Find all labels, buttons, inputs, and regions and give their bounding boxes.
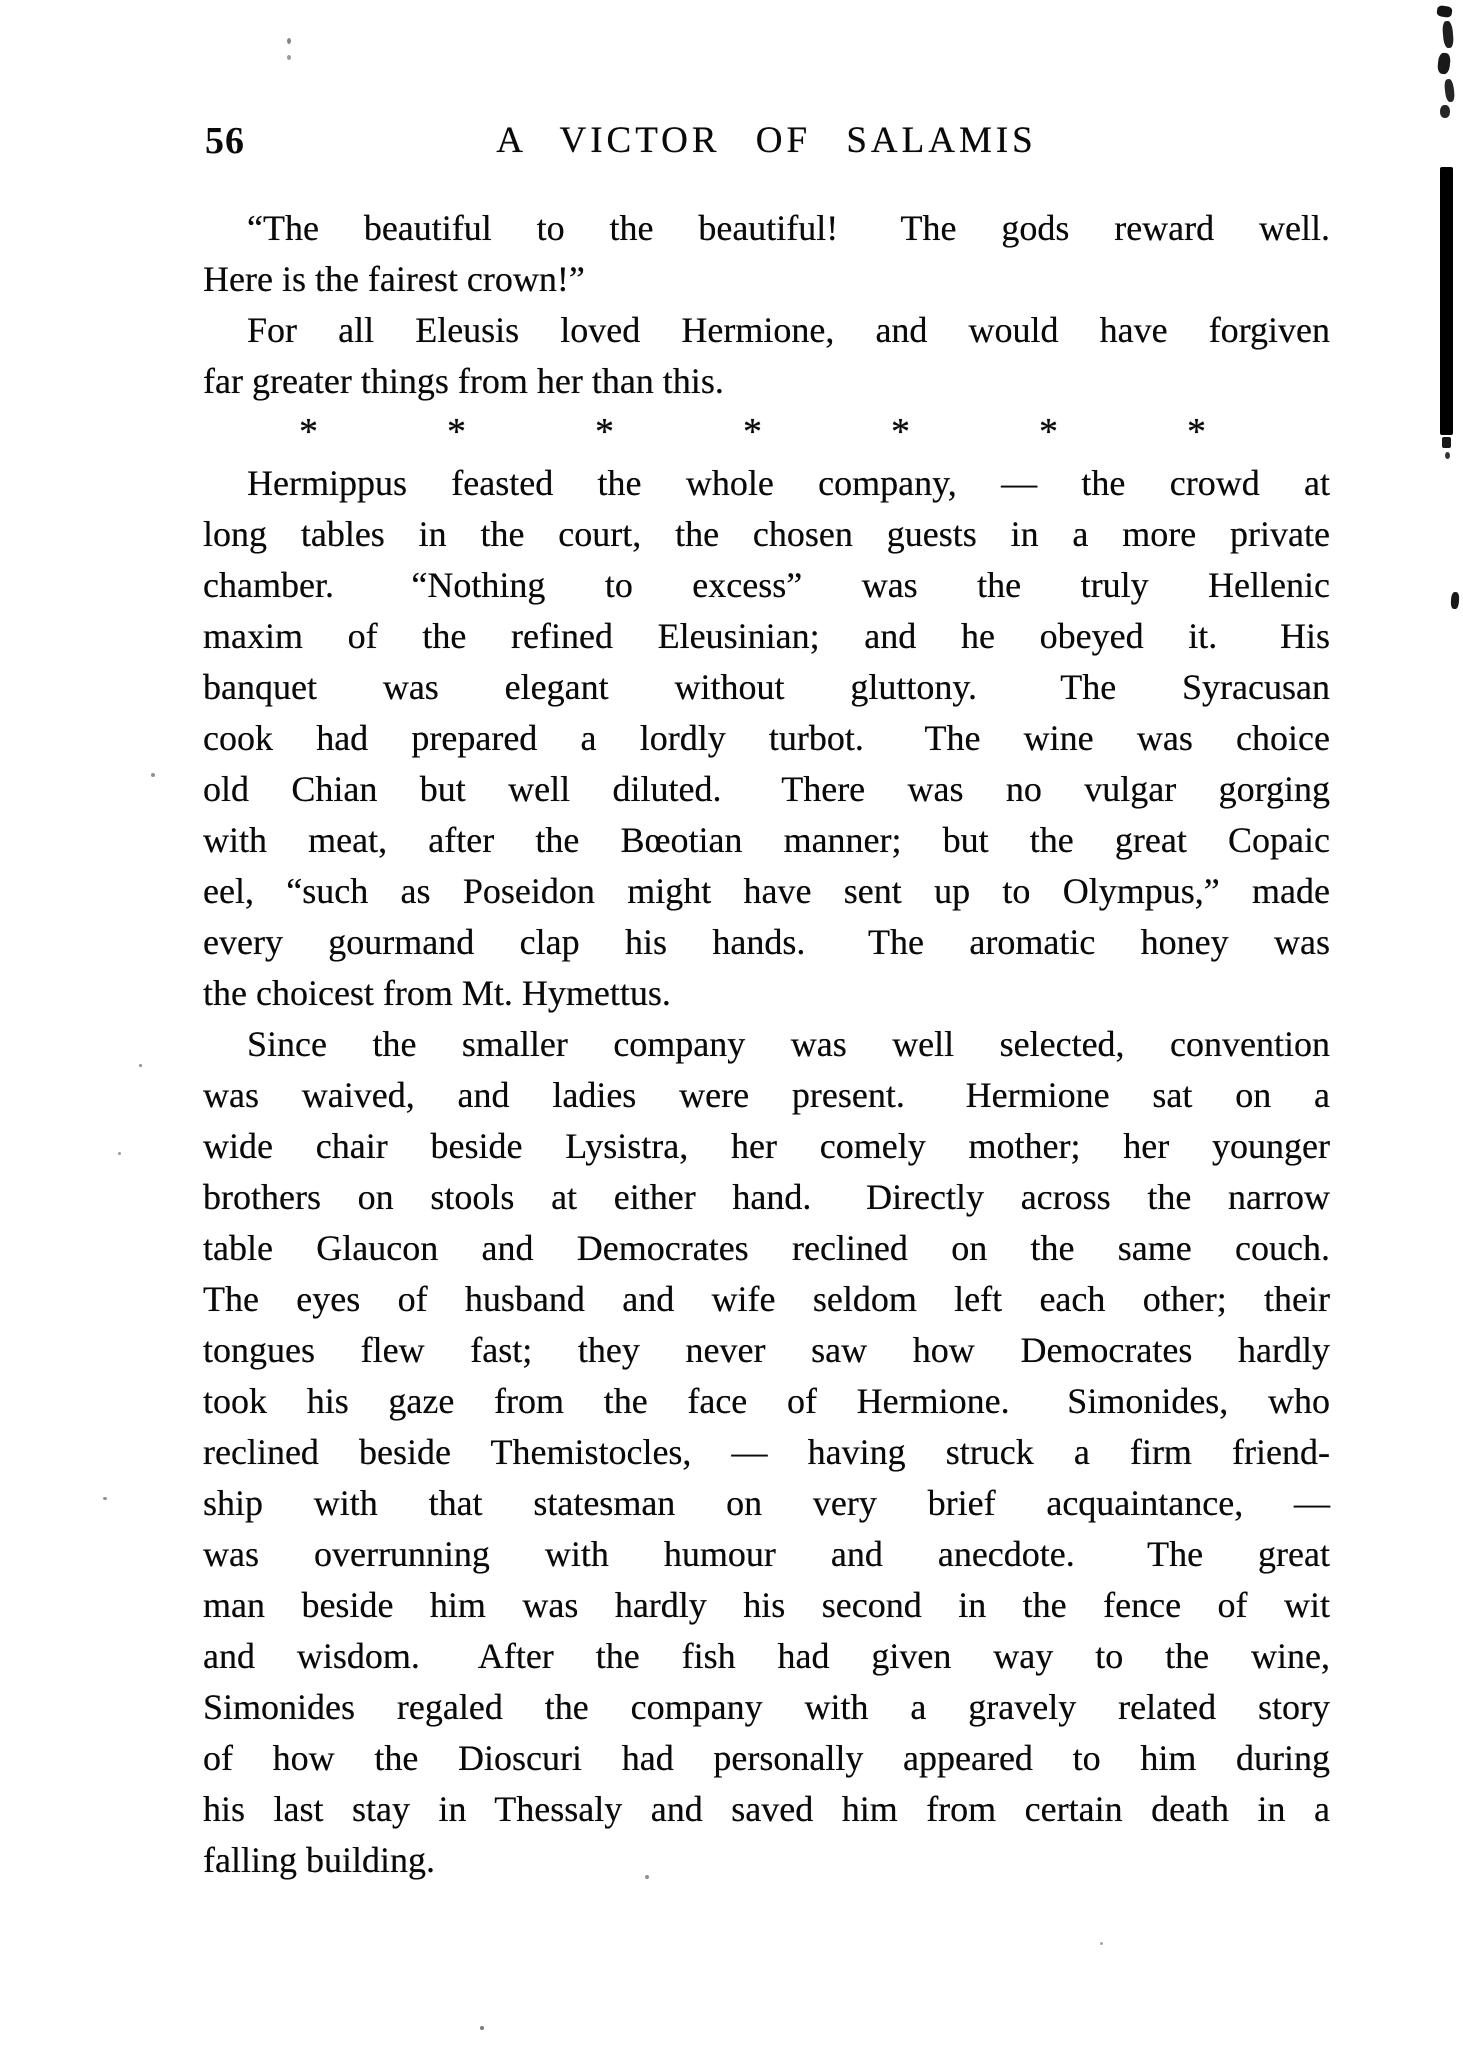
scan-artifact [1442, 21, 1454, 49]
text-line: Here is the fairest crown!” [203, 259, 585, 299]
text-line: cook had prepared a lordly turbot. The wine was choice [203, 718, 1330, 758]
asterisk: * [299, 411, 318, 453]
text-line: wide chair beside Lysistra, her comely mother; her younger [203, 1126, 1330, 1166]
text-line: falling building. [203, 1840, 435, 1880]
text-line: tongues flew fast; they never saw how Democrates hardly [203, 1330, 1330, 1370]
scan-artifact [1450, 592, 1459, 610]
running-title: A VICTOR OF SALAMIS [496, 120, 1037, 161]
page-text [203, 203, 1330, 1886]
scan-speck [480, 2026, 484, 2030]
asterisk-separator [203, 407, 1330, 458]
scan-speck [287, 38, 291, 44]
scan-speck [118, 1152, 121, 1155]
text-line: eel, “such as Poseidon might have sent up to Olympus,” made [203, 871, 1330, 911]
text-line: maxim of the refined Eleusinian; and he obeyed it. His [203, 616, 1330, 656]
text-line: Since the smaller company was well selected, convention [247, 1024, 1330, 1064]
text-line: Hermippus feasted the whole company, — the crowd at [247, 463, 1330, 503]
scan-artifact [1445, 452, 1450, 459]
text-column [203, 118, 1330, 1886]
text-line: was overrunning with humour and anecdote. The great [203, 1534, 1330, 1574]
text-line: banquet was elegant without gluttony. The Syracusan [203, 667, 1330, 707]
text-line: ship with that statesman on very brief acquaintance, — [203, 1483, 1330, 1523]
scan-artifact [1436, 5, 1452, 18]
text-line: reclined beside Themistocles, — having struck a firm friend- [203, 1432, 1330, 1472]
scan-speck [645, 1875, 649, 1879]
text-line: The eyes of husband and wife seldom left each other; their [203, 1279, 1330, 1319]
scan-speck [103, 1497, 107, 1500]
text-line: took his gaze from the face of Hermione. Simonides, who [203, 1381, 1330, 1421]
scan-speck [139, 1064, 142, 1067]
text-line: and wisdom. After the fish had given way to the wine, [203, 1636, 1330, 1676]
text-line: his last stay in Thessaly and saved him from certain death in a [203, 1789, 1330, 1829]
scan-artifact [1442, 437, 1451, 448]
scan-speck [151, 773, 155, 777]
text-line: was waived, and ladies were present. Hermione sat on a [203, 1075, 1330, 1115]
text-line: the choicest from Mt. Hymettus. [203, 973, 671, 1013]
text-line: For all Eleusis loved Hermione, and would have forgiven [247, 310, 1330, 350]
page-header [203, 118, 1330, 164]
text-line: old Chian but well diluted. There was no vulgar gorging [203, 769, 1330, 809]
text-line: brothers on stools at either hand. Directly across the narrow [203, 1177, 1330, 1217]
asterisk: * [595, 411, 614, 453]
text-line: chamber. “Nothing to excess” was the truly Hellenic [203, 565, 1330, 605]
text-line: far greater things from her than this. [203, 361, 724, 401]
page-number: 56 [205, 120, 245, 162]
text-line: with meat, after the Bœotian manner; but the great Copaic [203, 820, 1330, 860]
scan-artifact [1440, 105, 1450, 118]
scan-artifact-binding-bar [1440, 167, 1453, 435]
text-line: every gourmand clap his hands. The aromatic honey was [203, 922, 1330, 962]
asterisk: * [1039, 411, 1058, 453]
asterisk: * [1187, 411, 1206, 453]
text-line: table Glaucon and Democrates reclined on the same couch. [203, 1228, 1330, 1268]
asterisk: * [891, 411, 910, 453]
text-line: “The beautiful to the beautiful! The gods reward well. [247, 208, 1330, 248]
scan-speck [1100, 1942, 1103, 1945]
scan-speck [287, 55, 291, 60]
text-line: man beside him was hardly his second in the fence of wit [203, 1585, 1330, 1625]
asterisk: * [447, 411, 466, 453]
asterisk: * [743, 411, 762, 453]
scan-artifact [1444, 79, 1456, 103]
scan-artifact [1437, 52, 1451, 74]
text-line: Simonides regaled the company with a gravely related story [203, 1687, 1330, 1727]
text-line: long tables in the court, the chosen guests in a more private [203, 514, 1330, 554]
text-line: of how the Dioscuri had personally appeared to him during [203, 1738, 1330, 1778]
